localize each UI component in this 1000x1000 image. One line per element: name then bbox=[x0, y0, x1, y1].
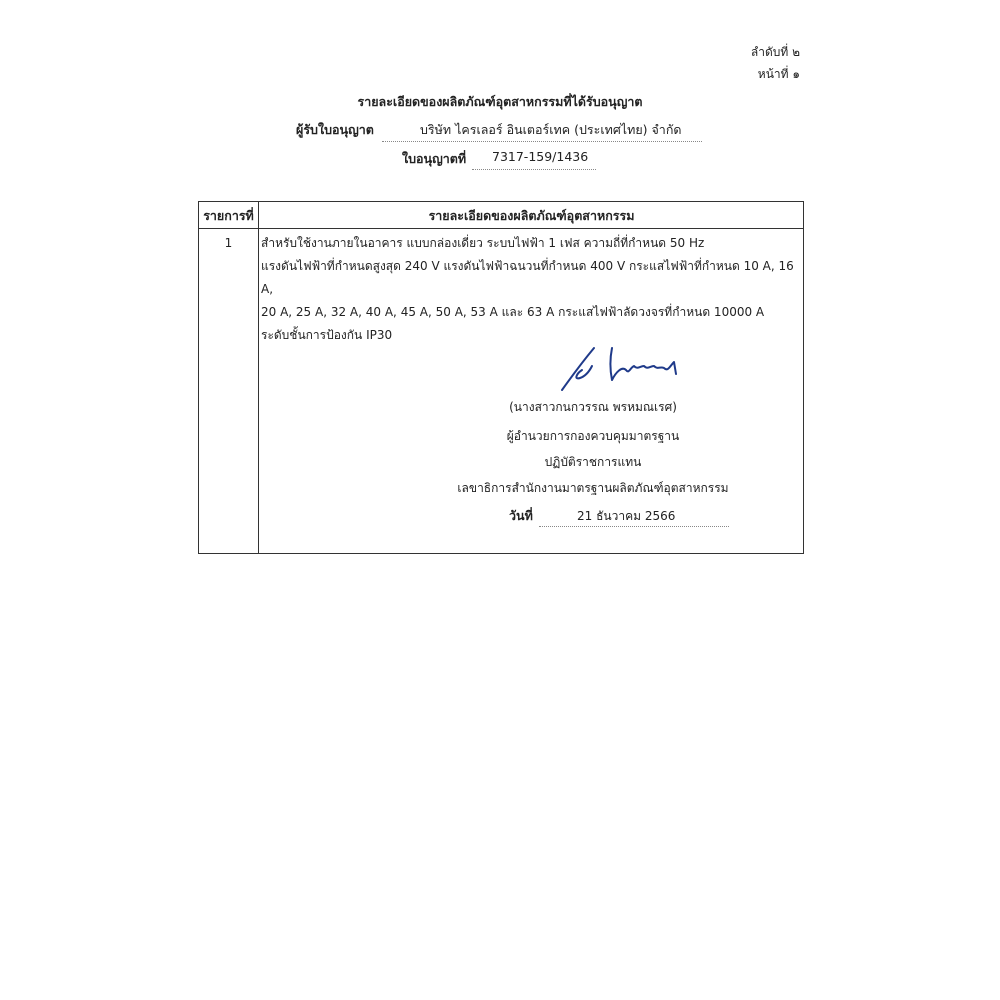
date-dotted-line bbox=[539, 526, 729, 527]
licensee-label: ผู้รับใบอนุญาต bbox=[296, 122, 374, 137]
handwritten-signature bbox=[554, 344, 694, 394]
product-detail-table bbox=[198, 201, 804, 554]
date-value: 21 ธันวาคม 2566 bbox=[577, 509, 676, 523]
licensee-dotted-line bbox=[382, 141, 702, 142]
page-number: หน้าที่ ๑ bbox=[757, 67, 800, 81]
header-product-detail: รายละเอียดของผลิตภัณฑ์อุตสาหกรรม bbox=[428, 208, 635, 223]
detail-line: สำหรับใช้งานภายในอาคาร แบบกล่องเดี่ยว ระบบไฟฟ้า 1 เฟส ความถี่ที่กำหนด 50 Hz bbox=[261, 236, 705, 250]
header-divider bbox=[199, 228, 803, 229]
license-number-dotted-line bbox=[472, 169, 596, 170]
detail-line: ระดับชั้นการป้องกัน IP30 bbox=[261, 328, 393, 342]
header-item-number: รายการที่ bbox=[203, 208, 254, 223]
licensee-value: บริษัท ไครเลอร์ อินเตอร์เทค (ประเทศไทย) จำกัด bbox=[420, 122, 682, 137]
signatory-position-1: ผู้อำนวยการกองควบคุมมาตรฐาน bbox=[506, 429, 680, 443]
license-number-value: 7317-159/1436 bbox=[492, 149, 589, 164]
date-label: วันที่ bbox=[509, 508, 533, 523]
order-number: ลำดับที่ ๒ bbox=[750, 45, 800, 59]
signatory-position-3: เลขาธิการสำนักงานมาตรฐานผลิตภัณฑ์อุตสาหกรรม bbox=[457, 481, 729, 495]
document-title: รายละเอียดของผลิตภัณฑ์อุตสาหกรรมที่ได้รับอนุญาต bbox=[357, 94, 643, 109]
row-item-number: 1 bbox=[224, 236, 233, 250]
signatory-name: (นางสาวกนกวรรณ พรหมณเรศ) bbox=[509, 400, 677, 414]
column-divider bbox=[258, 202, 259, 553]
detail-line: 20 A, 25 A, 32 A, 40 A, 45 A, 50 A, 53 A และ 63 A กระแสไฟฟ้าลัดวงจรที่กำหนด 10000 A bbox=[261, 305, 765, 319]
license-number-label: ใบอนุญาตที่ bbox=[402, 151, 467, 166]
signatory-position-2: ปฏิบัติราชการแทน bbox=[544, 455, 642, 469]
row-detail bbox=[261, 232, 801, 347]
detail-line: แรงดันไฟฟ้าที่กำหนดสูงสุด 240 V แรงดันไฟฟ้าฉนวนที่กำหนด 400 V กระแสไฟฟ้าที่กำหนด 10 A, 16 A, bbox=[261, 259, 794, 296]
